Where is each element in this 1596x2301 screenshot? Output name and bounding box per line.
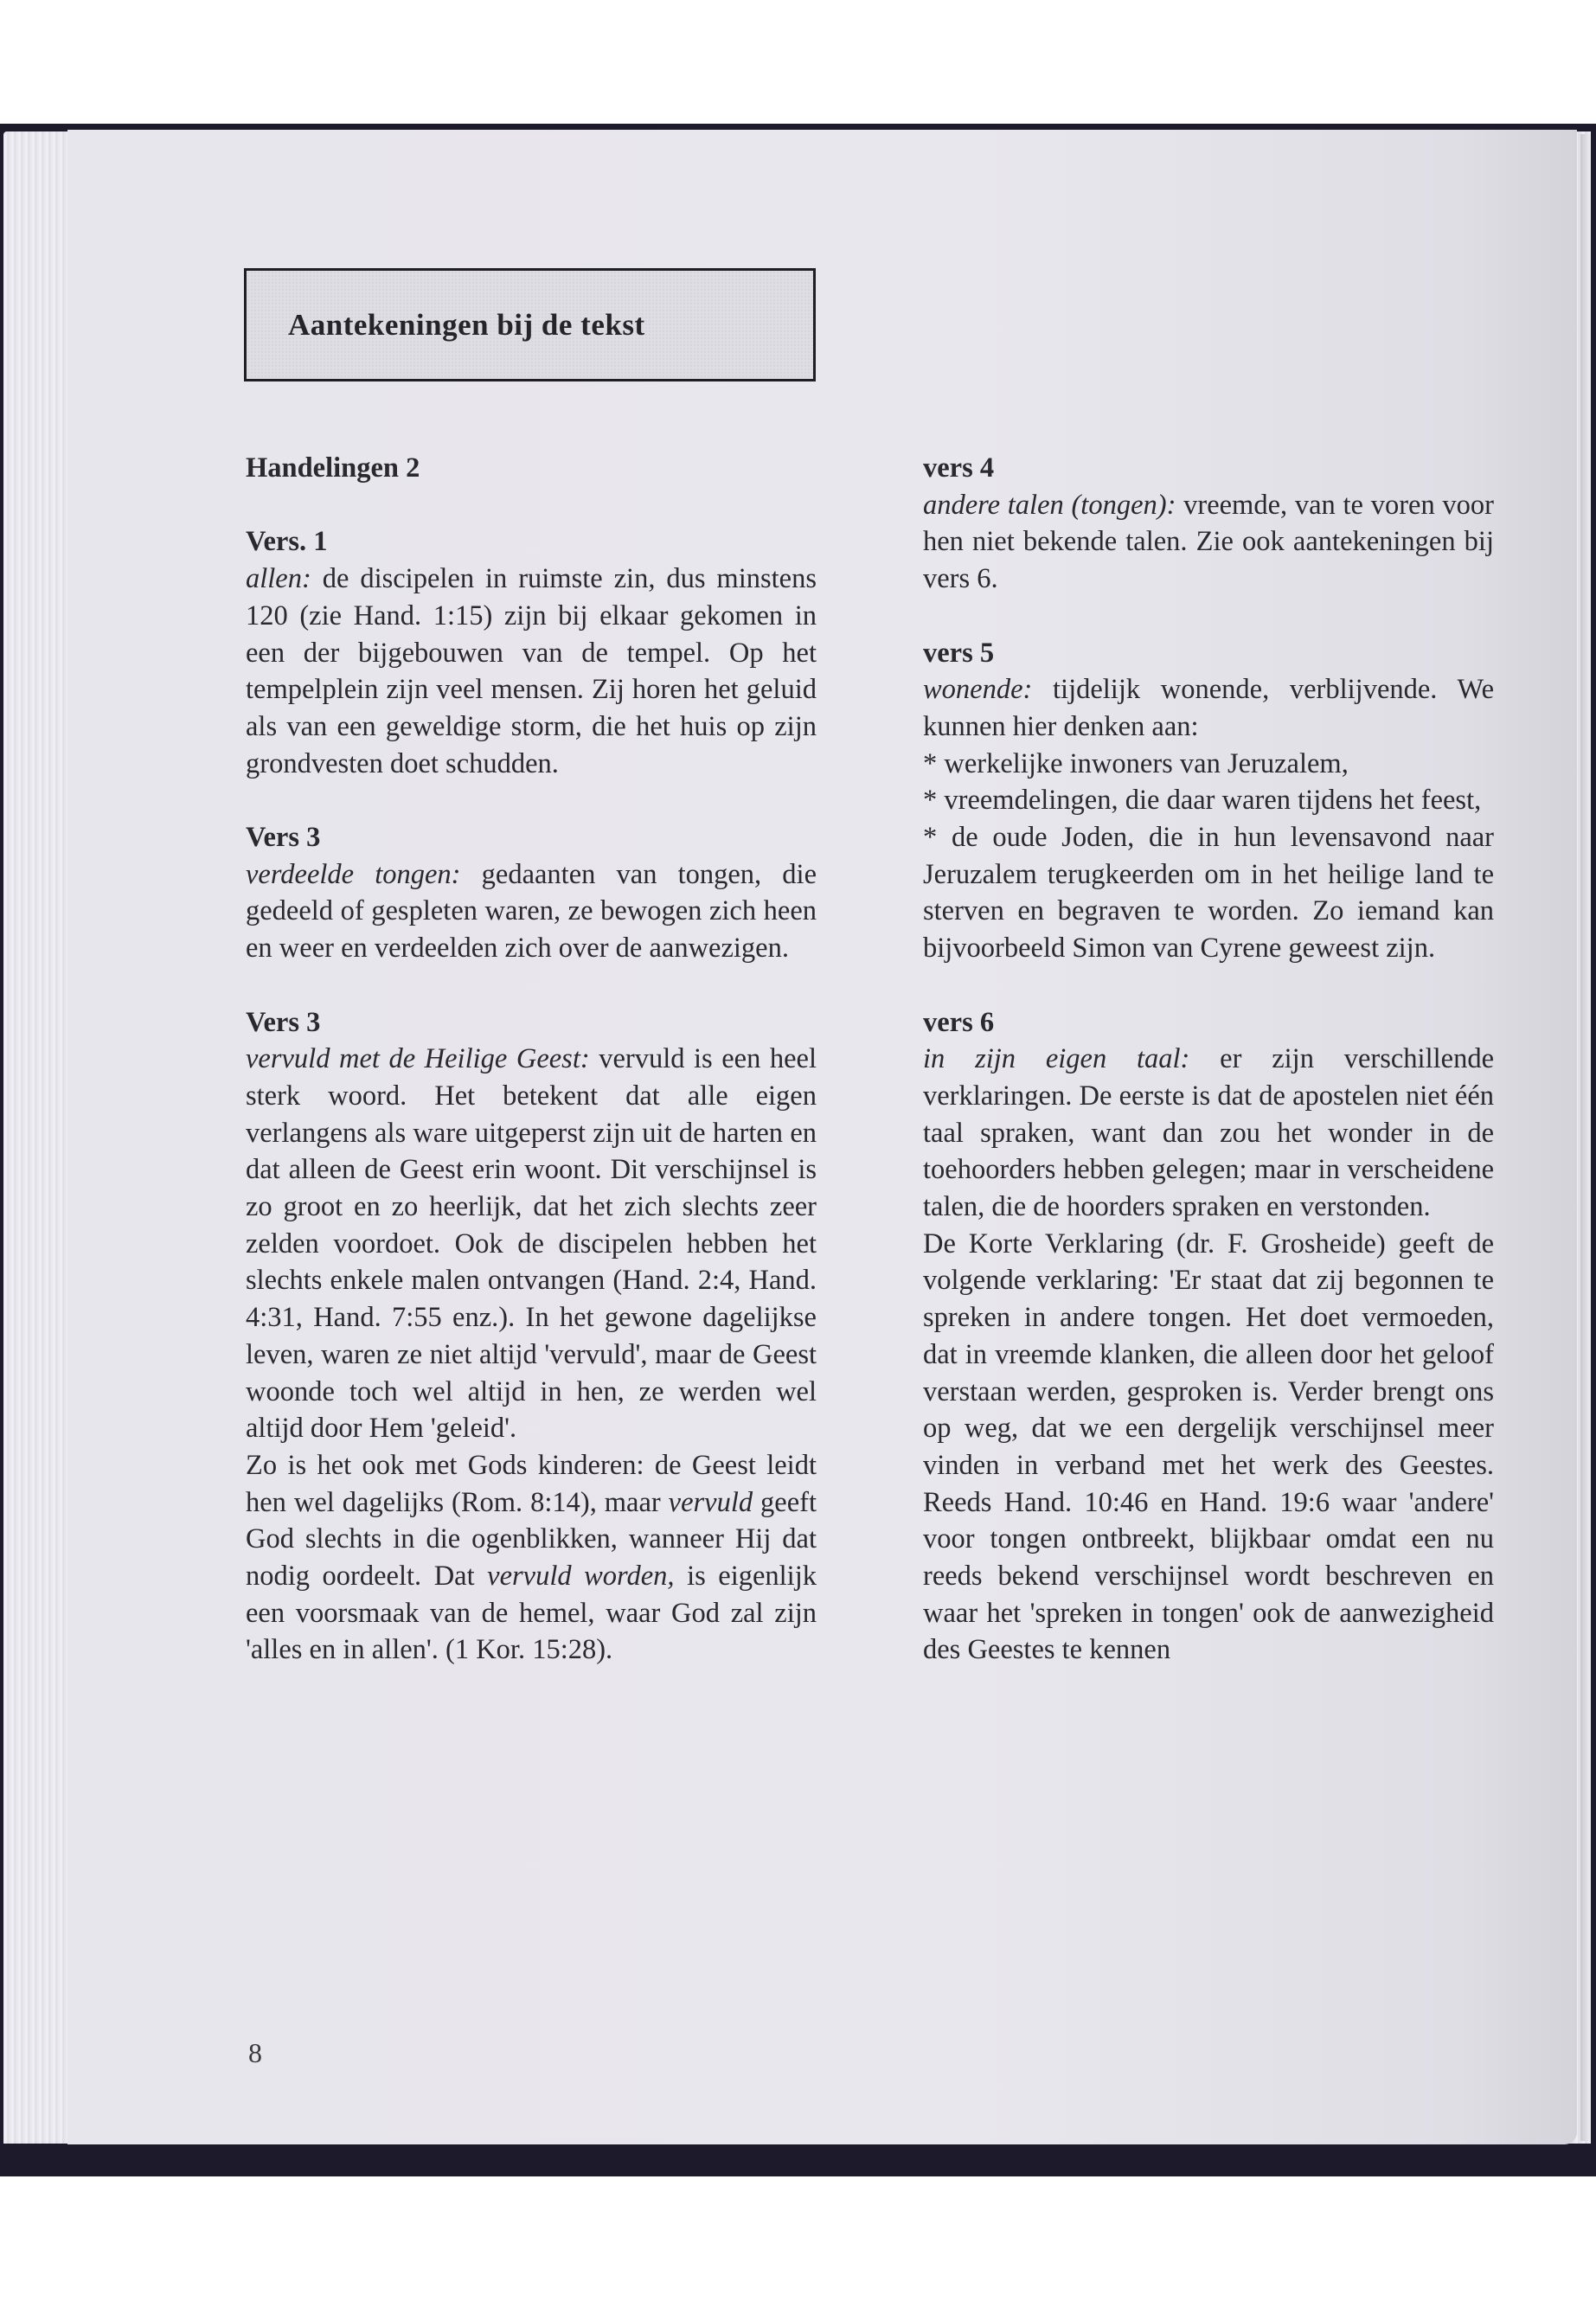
section-title-box (244, 268, 816, 381)
verse-heading: Vers. 1 (246, 526, 328, 558)
verse-heading: vers 5 (923, 637, 995, 669)
verse-note (923, 671, 1494, 745)
verse-note-continued: De Korte Verklaring (dr. F. Grosheide) geeft de volgende verklaring: 'Er staat dat zij begonnen te spreken in andere tongen. Het doet vermoeden, dat in vreemde klanken, die alleen door het geloof verstaan werden, gesproken is. Verder brengt ons op weg, dat we een dergelijk verschijnsel meer vinden in verband met het werk des Geestes. Reeds Hand. 10:46 en Hand. 19:6 waar 'andere' voor tongen ontbreekt, blijkbaar omdat een nu reeds bekend verschijnsel wordt beschreven en waar het 'spreken in tongen' ook de aanwezigheid des Geestes te kennen (923, 1227, 1494, 1666)
chapter-heading: Handelingen 2 (246, 452, 420, 484)
verse-body: vreemde, van te voren voor hen niet bekende talen. Zie ook aantekeningen bij vers 6. (923, 489, 1494, 595)
right-column (923, 450, 1494, 1669)
verse-note-continued (246, 1447, 817, 1669)
verse-heading: Vers 3 (246, 822, 321, 853)
text-run: is eigenlijk een voorsmaak van de hemel, waar God zal zijn 'alles en in allen'. (1 Kor. 15:28). (246, 1561, 817, 1666)
verse-note (923, 487, 1494, 598)
verse-term: in zijn eigen taal: (923, 1043, 1190, 1075)
page-number: 8 (248, 2037, 262, 2068)
verse-heading: vers 4 (923, 452, 995, 484)
verse-body: vervuld is een heel sterk woord. Het betekent dat alle eigen verlangens als ware uitgeperst zijn uit de harten en dat alleen de Geest erin woont. Dit verschijnsel is zo groot en zo heerlijk, dat het zich slechts zeer zelden voordoet. Ook de discipelen hebben het slechts enkele malen ontvangen (Hand. 2:4, Hand. 4:31, Hand. 7:55 enz.). In het gewone dagelijkse leven, waren ze niet altijd 'vervuld', maar de Geest woonde toch wel altijd in hen, ze werden wel altijd door Hem 'geleid'. (246, 1043, 817, 1445)
bullet-item: * de oude Joden, die in hun levensavond naar Jeruzalem terugkeerden om in het heilige land te sterven en begraven te worden. Zo iemand kan bijvoorbeeld Simon van Cyrene geweest zijn. (923, 822, 1494, 965)
verse-term: allen: (246, 563, 311, 595)
verse-body: de discipelen in ruimste zin, dus minstens 120 (zie Hand. 1:15) zijn bij elkaar gekomen in een der bijgebouwen van de tempel. Op het tempelplein zijn veel mensen. Zij horen het geluid als van een geweldige storm, die het huis op zijn grondvesten doet schudden. (246, 563, 817, 779)
verse-term: wonende: (923, 674, 1033, 706)
emphasis: vervuld worden, (487, 1561, 675, 1593)
verse-term: andere talen (tongen): (923, 489, 1176, 521)
verse-note (923, 1041, 1494, 1226)
text-run: geeft God slechts in die ogenblikken, wanneer Hij dat nodig oordeelt. Dat (246, 1486, 817, 1593)
page-right-edge (1580, 134, 1591, 2141)
section-title: Aantekeningen bij de tekst (288, 307, 645, 342)
emphasis: vervuld (668, 1486, 753, 1518)
verse-note (246, 1041, 817, 1447)
verse-note (246, 856, 817, 967)
verse-heading: vers 6 (923, 1006, 995, 1038)
left-column (246, 450, 817, 1669)
verse-body: er zijn verschillende verklaringen. De eerste is dat de apostelen niet één taal spraken, want dan zou het wonder in de toehoorders hebben gelegen; maar in verscheidene talen, die de hoorders spraken en verstonden. (923, 1043, 1494, 1223)
verse-body: tijdelijk wonende, verblijvende. We kunnen hier denken aan: (923, 674, 1494, 742)
bullet-item: * werkelijke inwoners van Jeruzalem, (923, 747, 1349, 779)
text-run: Zo is het ook met Gods kinderen: de Geest leidt hen wel dagelijks (Rom. 8:14), maar (246, 1449, 817, 1518)
verse-note (246, 561, 817, 782)
verse-body: gedaanten van tongen, die gedeeld of gespleten waren, ze bewogen zich heen en weer en verdeelden zich over de aanwezigen. (246, 858, 817, 965)
verse-term: vervuld met de Heilige Geest: (246, 1043, 590, 1075)
bullet-item: * vreemdelingen, die daar waren tijdens het feest, (923, 785, 1482, 817)
verse-term: verdeelde tongen: (246, 858, 461, 890)
verse-heading: Vers 3 (246, 1006, 321, 1038)
